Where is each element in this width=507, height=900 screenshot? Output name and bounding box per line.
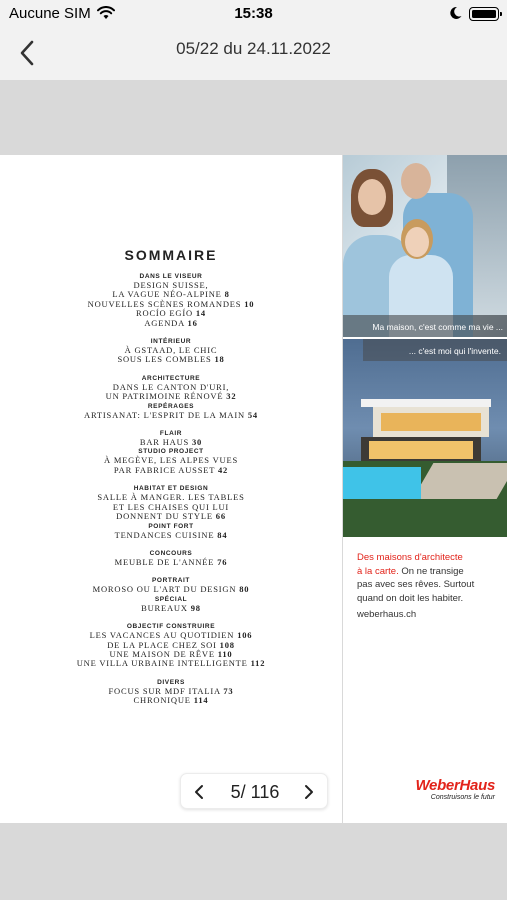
toc-entry-page: 108 [219,639,235,650]
toc-section [0,595,342,613]
ad-line: pas avec ses rêves. Surtout [357,579,475,590]
toc-entry-title: UN PATRIMOINE RÉNOVÉ [105,391,224,402]
status-bar [0,0,507,28]
toc-section [0,337,342,365]
toc-entry[interactable] [0,696,342,705]
toc-section-heading: PORTRAIT [151,577,191,585]
page-counter [215,782,295,803]
toc-section [0,678,342,706]
issue-title: 05/22 du 24.11.2022 [176,39,331,58]
toc-entry-page: 10 [244,298,255,309]
toc-entry-page: 30 [191,437,203,448]
toc-entry-page: 66 [215,511,226,522]
toc-section-heading: DIVERS [157,678,185,686]
ad-caption-top: Ma maison, c'est comme ma vie ... [372,322,503,332]
chevron-left-icon [194,784,204,800]
toc-entry-page: 18 [214,354,225,365]
brand-tagline: Construisons le futur [430,794,495,801]
clock: 15:38 [234,5,273,22]
toc-entry-title: DONNENT DU STYLE [116,511,213,522]
house-photo [343,339,507,537]
toc-entry-title: BAR HAUS [139,437,190,448]
toc-section-heading: FLAIR [159,430,183,438]
toc-entry[interactable] [0,355,342,364]
ad-copy [357,551,503,622]
page-separator: / [240,782,246,802]
toc-entry-page: 32 [226,391,237,402]
toc-entry-title: SOUS LES COMBLES [117,354,212,365]
toc-entry-page: 80 [239,584,250,595]
toc-section [0,447,342,475]
ad-line: à la carte. On ne transige [357,565,464,577]
toc-entry[interactable] [0,659,342,668]
toc-entry-page: 106 [237,630,253,641]
toc-entry-page: 16 [187,317,198,328]
toc-section-heading: SPÉCIAL [154,595,188,603]
table-of-contents [0,247,342,715]
toc-entry-page: 54 [247,409,258,420]
toc-entry-title: ET LES CHAISES QUI LUI [112,501,230,512]
page-navigator [180,773,328,809]
toc-entry-title: À GSTAAD, LE CHIC [124,345,218,356]
toc-section [0,484,342,521]
toc-section [0,522,342,540]
toc-entry-title: FOCUS SUR MDF ITALIA [108,685,221,696]
toc-entry[interactable] [0,438,342,447]
toc-entry-title: DANS LE CANTON D'URI, [112,381,230,392]
toc-entry[interactable] [0,466,342,475]
toc-entry[interactable] [0,512,342,521]
toc-entry-title: UNE VILLA URBAINE INTELLIGENTE [76,658,248,669]
family-photo [343,155,507,337]
toc-section-heading: STUDIO PROJECT [138,448,204,456]
total-pages: 116 [250,782,280,802]
toc-entry-title: LES VACANCES AU QUOTIDIEN [89,630,235,641]
toc-entry-page: 84 [217,529,228,540]
toc-entry-title: DESIGN SUISSE, [133,280,209,290]
magazine-page-left[interactable] [0,155,342,823]
toc-section-heading: DANS LE VISEUR [139,273,203,280]
toc-entry-title: AGENDA [144,317,185,328]
toc-title: SOMMAIRE [124,247,218,263]
toc-section [0,549,342,567]
toc-entry[interactable] [0,558,342,567]
chevron-right-icon [304,784,314,800]
toc-entry-page: 112 [250,658,266,669]
toc-entry[interactable] [0,585,342,594]
ad-line: Des maisons d'architecte [357,552,463,563]
toc-entry-page: 8 [224,289,230,300]
toc-section [0,622,342,669]
toc-entry-page: 73 [223,685,234,696]
toc-entry-page: 14 [195,308,206,319]
toc-entry-page: 76 [217,556,228,567]
toc-section-heading: OBJECTIF CONSTRUIRE [126,623,216,631]
current-page: 5 [230,782,241,802]
navigation-bar [0,28,507,80]
toc-entry-title: TENDANCES CUISINE [114,529,215,540]
toc-entry-title: ARTISANAT: L'ESPRIT DE LA MAIN [84,409,245,420]
toc-section-heading: ARCHITECTURE [141,374,201,382]
toc-section [0,429,342,447]
toc-entry-page: 114 [193,695,209,706]
toc-entry-title: UNE MAISON DE RÊVE [109,648,215,659]
toc-entry-title: LA VAGUE NÉO-ALPINE [112,289,222,300]
toc-section-heading: POINT FORT [148,522,194,530]
toc-entry[interactable] [0,319,342,328]
toc-entry-title: BUREAUX [141,602,188,613]
toc-section-heading: CONCOURS [149,549,193,557]
toc-entry-title: À MEGÈVE, LES ALPES VUES [103,455,239,466]
ad-line: quand on doit les habiter. [357,592,464,604]
brand-name: WeberHaus [415,777,495,794]
toc-entry-title: NOUVELLES SCÈNES ROMANDES [87,298,242,309]
battery-icon [469,7,499,21]
toc-section [0,576,342,594]
toc-entry[interactable] [0,604,342,613]
carrier-label: Aucune SIM [9,5,91,22]
toc-entry-title: SALLE À MANGER. LES TABLES [97,492,245,503]
toc-entry-title: MEUBLE DE L'ANNÉE [114,556,215,567]
toc-entry-page: 110 [217,648,233,659]
toc-section-heading: INTÉRIEUR [150,338,192,346]
toc-entry-title: CHRONIQUE [133,695,191,706]
toc-section-heading: HABITAT ET DESIGN [133,485,209,493]
toc-section [0,272,342,328]
toc-entry-page: 42 [218,464,229,475]
toc-section-heading: REPÉRAGES [147,402,195,410]
toc-section [0,402,342,420]
toc-entry-title: MOROSO OU L'ART DU DESIGN [92,584,237,595]
ad-url: weberhaus.ch [357,609,417,620]
toc-entry-page: 98 [190,602,201,613]
toc-section [0,374,342,402]
previous-page-button[interactable] [189,782,209,802]
moon-icon [449,6,462,25]
weberhaus-logo [391,777,495,801]
toc-entry[interactable] [0,411,342,420]
toc-entry[interactable] [0,531,342,540]
next-page-button[interactable] [299,782,319,802]
toc-entry-title: PAR FABRICE AUSSET [113,464,216,475]
toc-entry[interactable] [0,392,342,401]
ad-caption-house: ... c'est moi qui l'invente. [408,346,501,356]
toc-entry-title: DE LA PLACE CHEZ SOI [107,639,217,650]
toc-entry-title: ROCÍO EGÍO [136,308,193,319]
magazine-page-right[interactable] [343,155,507,823]
